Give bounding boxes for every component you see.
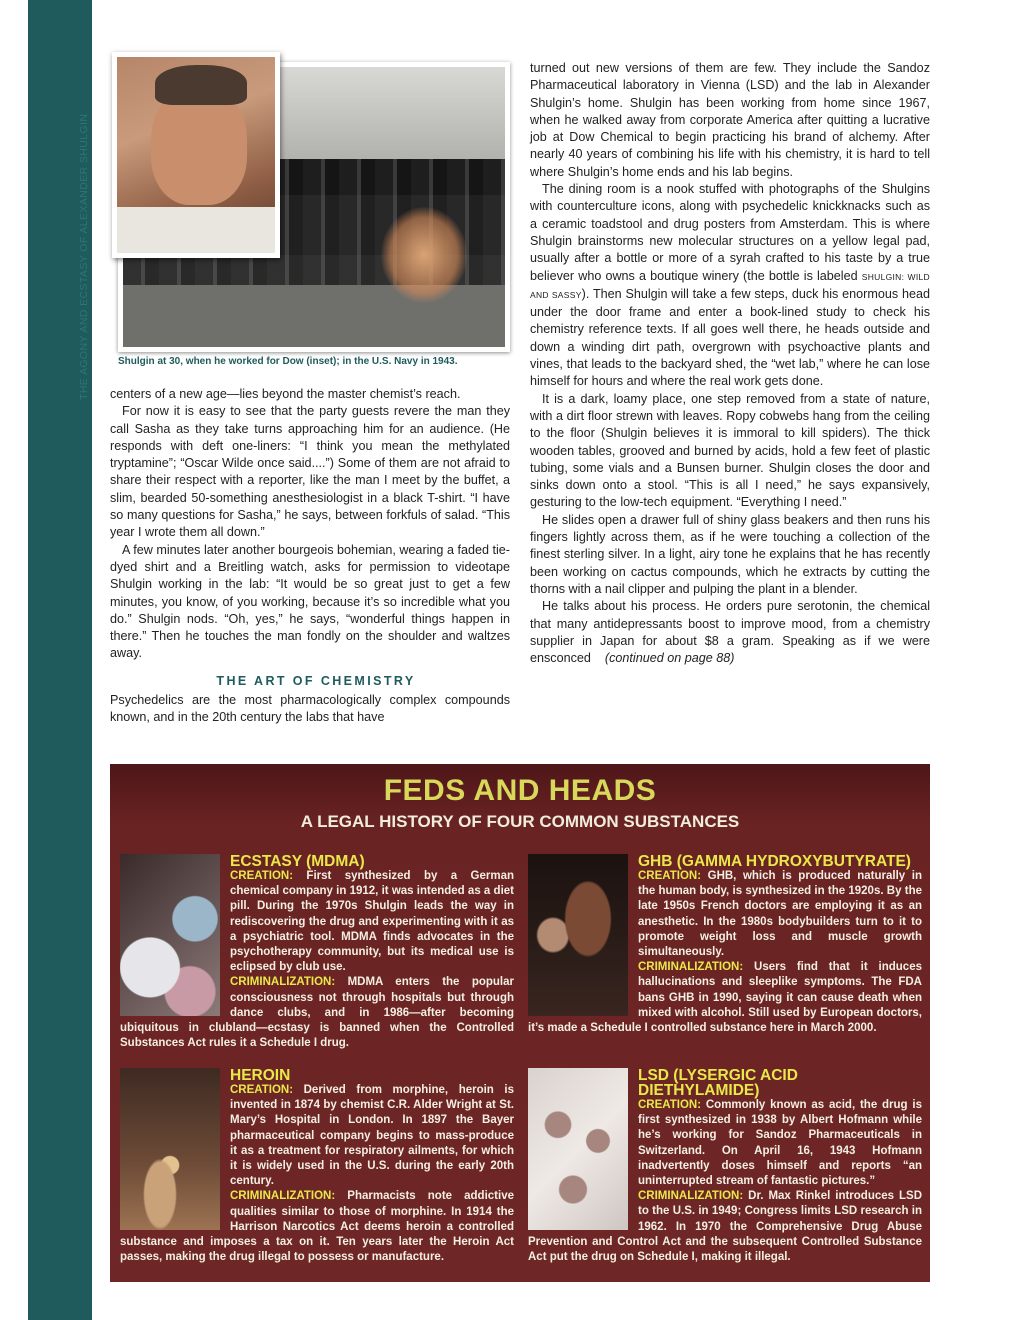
paragraph: The dining room is a nook stuffed with photographs of the Shulgins with counterculture icons, along with psychedelic knickknacks such as a ceramic toadstool and drug posters from Amsterdam. This is where Shulgin brainstorms new molecular structures on a yellow legal pad, usually after a bottle or more of a syrah crafted to his taste by a true believer who owns a boutique winery (the bottle is labeled SHULGIN: WILD AND SASSY). Then Shulgin will take a few steps, duck his enormous head under the door frame and enter a book-lined study to check his chemistry reference texts. If all goes well there, he heads outside and down a winding dirt path, overgrown with psychoactive plants and vines, that leads to the backyard shed, the “wet lab,” where he can lose himself for hours and where the real work gets done. bbox=[530, 182, 930, 389]
sidebar-box bbox=[110, 764, 930, 1282]
panel-ecstasy bbox=[120, 854, 514, 1051]
paragraph: It is a dark, loamy place, one step removed from a state of nature, with a dirt floor strewn with leaves. Ropy cobwebs hang from the ceiling to the floor (Shulgin believes it is immoral to kill spiders). The thick wooden tables, grooved and burned by acids, hold a few feet of plastic tubing, some vials and a Bunsen burner. Shulgin closes the door and sinks down onto a stool. “This is all I need,” he says expansively, gesturing to the low-tech equipment. “Everything I need.” bbox=[530, 391, 930, 510]
panel-title: GHB (GAMMA HYDROXYBUTYRATE) bbox=[638, 853, 911, 870]
paragraph: For now it is easy to see that the party guests revere the man they call Sasha as they take turns approaching him for an audience. (He responds with deft one-liners: “I think you mean the methylated tryptamine”; “Oscar Wilde once said....”) Some of them are not afraid to share their respect with a reporter, like the man I meet by the buffet, a slim, bearded 50-something anesthesiologist in a black T-shirt. “I have so many questions for Sasha,” he says, between forkfuls of salad. “This year I wrote them all down.” bbox=[110, 404, 510, 540]
paragraph: He slides open a drawer full of shiny glass beakers and then runs his fingers lightly across them, as if he were touching a collection of the finest sterling silver. In a light, airy tone he explains that he has recently been working on cactus compounds, which he extracts by cutting the thorns with a nail clipper and pulping the plant in a blender. bbox=[530, 512, 930, 596]
left-text-column bbox=[110, 386, 510, 727]
panel-title: LSD (LYSERGIC ACID DIETHYLAMIDE) bbox=[638, 1067, 798, 1099]
pills-photo bbox=[120, 854, 220, 1016]
right-text-column bbox=[530, 60, 930, 667]
paragraph: centers of a new age—lies beyond the master chemist’s reach. bbox=[110, 387, 461, 401]
spoon-photo bbox=[120, 1068, 220, 1230]
paragraph: He talks about his process. He orders pure serotonin, the chemical that many antidepressants boost to improve mood, from a chemistry supplier in Japan for about $8 a gram. Speaking as if we were ensconced (continued on page 88) bbox=[530, 599, 930, 666]
panel-ghb bbox=[528, 854, 922, 1036]
sidebar-title: FEDS AND HEADS bbox=[383, 774, 657, 807]
panel-text: CREATION: GHB, which is produced naturally in the human body, is synthesized in the 1920s. By the late 1950s French doctors are employing it as an anesthetic. In the 1980s bodybuilders turn to it to promote weight loss and muscle growth simultaneously. CRIMINALIZATION: Users find that it induces hallucinations and sleeplike symptoms. The FDA bans GHB in 1990, saying it can cause death when mixed with alcohol. Still used by European doctors, it’s made a Schedule I controlled substance here in March 2000. bbox=[528, 870, 922, 1035]
panel-text: CREATION: First synthesized by a German chemical company in 1912, it was intended as a diet pill. During the 1970s Shulgin leads the way in rediscovering the drug and experimenting with it as a psychiatric tool. MDMA finds advocates in the psychotherapy community, but its medical use is eclipsed by club use. CRIMINALIZATION: MDMA enters the popular consciousness not through hospitals but through dance clubs, and in 1986—after becoming ubiquitous in clubland—ecstasy is banned when the Controlled Substances Act rules it a Schedule I drug. bbox=[120, 870, 514, 1050]
paragraph: A few minutes later another bourgeois bohemian, wearing a faded tie-dyed shirt and a Breitling watch, asks for permission to videotape Shulgin working in the lab: “It would be so great just to get a few minutes, you know, of you working, because it’s so incredible what you do.” Shulgin nods. “Oh, yes,” he says, “wonderful things happen in there.” Then he touches the man fondly on the shoulder and waltzes away. bbox=[110, 542, 510, 661]
running-head-text: THE AGONY AND ECSTASY OF ALEXANDER SHULGIN bbox=[78, 113, 90, 400]
running-head bbox=[78, 60, 96, 400]
panel-title: HEROIN bbox=[230, 1067, 291, 1084]
paragraph: Psychedelics are the most pharmacologically complex compounds known, and in the 20th century the labs that have bbox=[110, 693, 510, 725]
panel-heroin bbox=[120, 1068, 514, 1265]
paragraph: turned out new versions of them are few. They include the Sandoz Pharmaceutical laboratory in Vienna (LSD) and the lab in Alexander Shulgin’s home. Shulgin has been working from home since 1967, when he walked away from corporate America after quitting a lucrative job at Dow Chemical to begin practicing his brand of alchemy. After nearly 40 years of combining his life with his chemistry, it is hard to tell where Shulgin’s home ends and his lab begins. bbox=[530, 61, 930, 179]
highlight-halo bbox=[381, 207, 467, 303]
photo-group bbox=[112, 52, 510, 350]
photo-caption: Shulgin at 30, when he worked for Dow (inset); in the U.S. Navy in 1943. bbox=[118, 356, 458, 367]
club-photo bbox=[528, 854, 628, 1016]
inset-portrait-photo bbox=[112, 52, 280, 258]
continued-note: (continued on page 88) bbox=[604, 651, 735, 666]
panel-text: CREATION: Derived from morphine, heroin is invented in 1874 by chemist C.R. Alder Wright at St. Mary’s Hospital in London. In 1897 the Bayer pharmaceutical company begins to mass-produce it as a treatment for respiratory ailments, for which it is widely used in the U.S. during the early 20th century. CRIMINALIZATION: Pharmacists note addictive qualities similar to those of morphine. In 1914 the Harrison Narcotics Act deems heroin a controlled substance and imposes a tax on it. Ten years later the Heroin Act passes, making the drug illegal to possess or manufacture. bbox=[120, 1084, 515, 1264]
panel-title: ECSTASY (MDMA) bbox=[230, 853, 365, 870]
panel-lsd bbox=[528, 1068, 922, 1265]
blotter-hearts-photo bbox=[528, 1068, 628, 1230]
bottle-label: SHULGIN: WILD AND SASSY bbox=[530, 271, 930, 300]
panel-text: CREATION: Commonly known as acid, the drug is first synthesized in 1938 by Albert Hofmann while he’s working for Sandoz Pharmaceuticals in Switzerland. On April 16, 1943 Hofmann inadvertently doses himself and reports “an uninterrupted stream of fantastic pictures.” CRIMINALIZATION: Dr. Max Rinkel introduces LSD to the U.S. in 1949; Congress limits LSD research in 1962. In 1970 the Comprehensive Drug Abuse Prevention and Control Act and the subsequent Controlled Substance Act put the drug on Schedule I, making it illegal. bbox=[528, 1099, 922, 1264]
section-subhead: THE ART OF CHEMISTRY bbox=[216, 673, 416, 688]
sidebar-subtitle: A LEGAL HISTORY OF FOUR COMMON SUBSTANCES bbox=[300, 812, 740, 831]
